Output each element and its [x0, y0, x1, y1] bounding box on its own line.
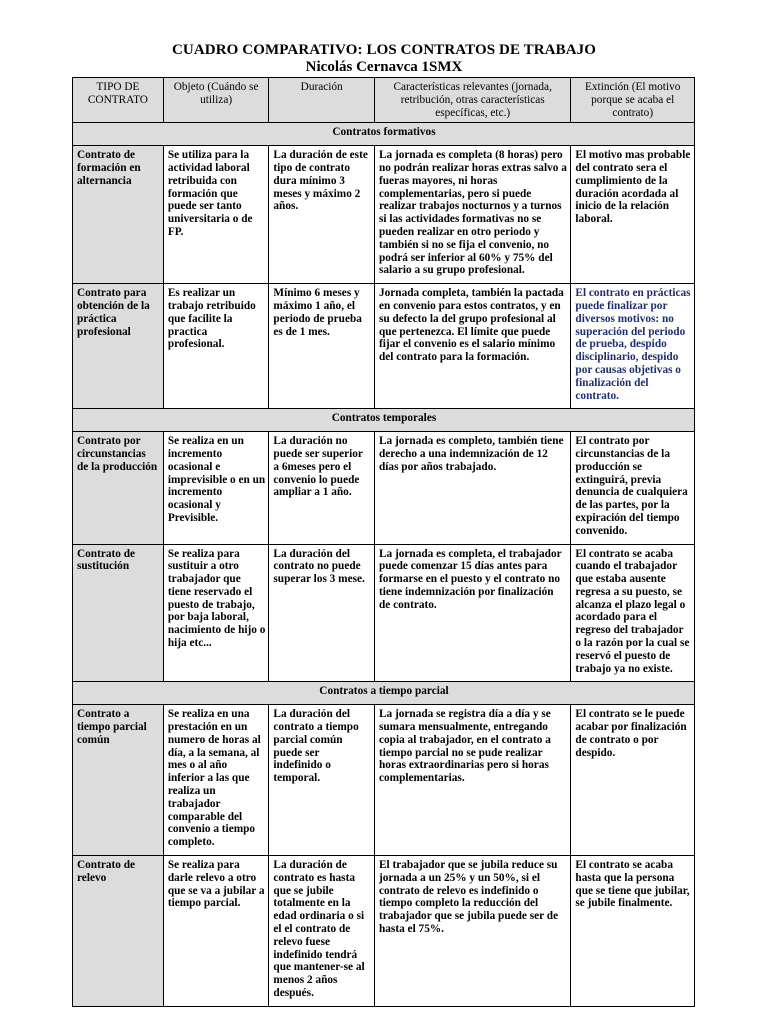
section-row — [73, 123, 695, 146]
cell-objeto: Se realiza en un incremento ocasional e imprevisible o en un incremento ocasional y Previsible. — [163, 432, 269, 544]
cell-caracteristicas: La jornada es completa (8 horas) pero no podrán realizar horas extras salvo a fueras mayores, ni horas complementarias, pero si puede realizar trabajos nocturnos y a turnos si las actividades formativas no se pueden realizar en otro periodo y también si no se fija el convenio, no podrá ser inferior al 60% y 75% del salario a su grupo profesional. — [375, 146, 571, 284]
cell-caracteristicas: La jornada se registra día a día y se sumara mensualmente, entregando copia al trabajador, en el contrato a tiempo parcial no se pude realizar horas extraordinarias pero si horas complementarias. — [375, 705, 571, 856]
cell-type: Contrato de relevo — [73, 856, 164, 1007]
cell-type: Contrato para obtención de la práctica profesional — [73, 284, 164, 409]
header-extincion: Extinción (El motivo porque se acaba el contrato) — [571, 78, 695, 123]
header-objeto: Objeto (Cuándo se utiliza) — [163, 78, 269, 123]
table-row — [73, 432, 695, 544]
cell-duracion: La duración no puede ser superior a 6meses pero el convenio lo puede ampliar a 1 año. — [269, 432, 375, 544]
cell-duracion: La duración de este tipo de contrato dura mínimo 3 meses y máximo 2 años. — [269, 146, 375, 284]
cell-objeto: Es realizar un trabajo retribuido que facilite la practica profesional. — [163, 284, 269, 409]
cell-extincion: El motivo mas probable del contrato sera el cumplimiento de la duración acordada al inicio de la relación laboral. — [571, 146, 695, 284]
cell-extincion: El contrato por circunstancias de la producción se extinguirá, previa denuncia de cualquiera de las partes, por la expiración del tiempo convenido. — [571, 432, 695, 544]
table-row — [73, 146, 695, 284]
cell-type: Contrato a tiempo parcial común — [73, 705, 164, 856]
section-label-parcial: Contratos a tiempo parcial — [73, 682, 695, 705]
cell-extincion: El contrato en prácticas puede finalizar por diversos motivos: no superación del periodo de prueba, despido disciplinario, despido por causas objetivas o finalización del contrato. — [571, 284, 695, 409]
header-caracteristicas: Características relevantes (jornada, retribución, otras características específicas, etc.) — [375, 78, 571, 123]
section-row — [73, 682, 695, 705]
section-label-formativos: Contratos formativos — [73, 123, 695, 146]
cell-objeto: Se realiza para darle relevo a otro que se va a jubilar a tiempo parcial. — [163, 856, 269, 1007]
cell-objeto: Se realiza en una prestación en un numero de horas al día, a la semana, al mes o al año inferior a las que realiza un trabajador comparable del convenio a tiempo completo. — [163, 705, 269, 856]
cell-type: Contrato de formación en alternancia — [73, 146, 164, 284]
section-label-temporales: Contratos temporales — [73, 409, 695, 432]
cell-caracteristicas: La jornada es completo, también tiene derecho a una indemnización de 12 días por años trabajado. — [375, 432, 571, 544]
document-title: CUADRO COMPARATIVO: LOS CONTRATOS DE TRABAJO — [172, 42, 596, 58]
table-header-row — [73, 78, 695, 123]
cell-caracteristicas: El trabajador que se jubila reduce su jornada a un 25% y un 50%, si el contrato de relevo es indefinido o tiempo completo la reducción del trabajador que se jubila puede ser de hasta el 75%. — [375, 856, 571, 1007]
cell-extincion: El contrato se le puede acabar por finalización de contrato o por despido. — [571, 705, 695, 856]
table-row — [73, 705, 695, 856]
cell-extincion: El contrato se acaba cuando el trabajador que estaba ausente regresa a su puesto, se alcanza el plazo legal o acordado para el regreso del trabajador o la razón por la cual se reservó el puesto de trabajo ya no existe. — [571, 544, 695, 682]
table-row — [73, 284, 695, 409]
cell-caracteristicas: Jornada completa, también la pactada en convenio para estos contratos, y en su defecto la del grupo profesional al que pertenezca. El límite que puede fijar el convenio es el salario mínimo del contrato para la formación. — [375, 284, 571, 409]
section-row — [73, 409, 695, 432]
table-row — [73, 544, 695, 682]
header-tipo: TIPO DE CONTRATO — [73, 78, 164, 123]
cell-duracion: La duración del contrato no puede superar los 3 mese. — [269, 544, 375, 682]
cell-caracteristicas: La jornada es completa, el trabajador puede comenzar 15 días antes para formarse en el puesto y el contrato no tiene indemnización por finalización de contrato. — [375, 544, 571, 682]
document-author: Nicolás Cernavca 1SMX — [305, 59, 463, 75]
cell-duracion: La duración del contrato a tiempo parcial común puede ser indefinido o temporal. — [269, 705, 375, 856]
cell-duracion: La duración de contrato es hasta que se jubile totalmente en la edad ordinaria o si el el contrato de relevo fuese indefinido tendrá que mantener-se al menos 2 años después. — [269, 856, 375, 1007]
cell-extincion: El contrato se acaba hasta que la persona que se tiene que jubilar, se jubile finalmente. — [571, 856, 695, 1007]
document-header — [0, 42, 768, 76]
cell-type: Contrato por circunstancias de la producción — [73, 432, 164, 544]
table-row — [73, 856, 695, 1007]
cell-duracion: Mínimo 6 meses y máximo 1 año, el periodo de prueba es de 1 mes. — [269, 284, 375, 409]
cell-type: Contrato de sustitución — [73, 544, 164, 682]
comparison-table — [72, 77, 695, 1007]
header-duracion: Duración — [269, 78, 375, 123]
cell-objeto: Se utiliza para la actividad laboral retribuida con formación que puede ser tanto universitaria o de FP. — [163, 146, 269, 284]
cell-objeto: Se realiza para sustituir a otro trabajador que tiene reservado el puesto de trabajo, por baja laboral, nacimiento de hijo o hija etc... — [163, 544, 269, 682]
